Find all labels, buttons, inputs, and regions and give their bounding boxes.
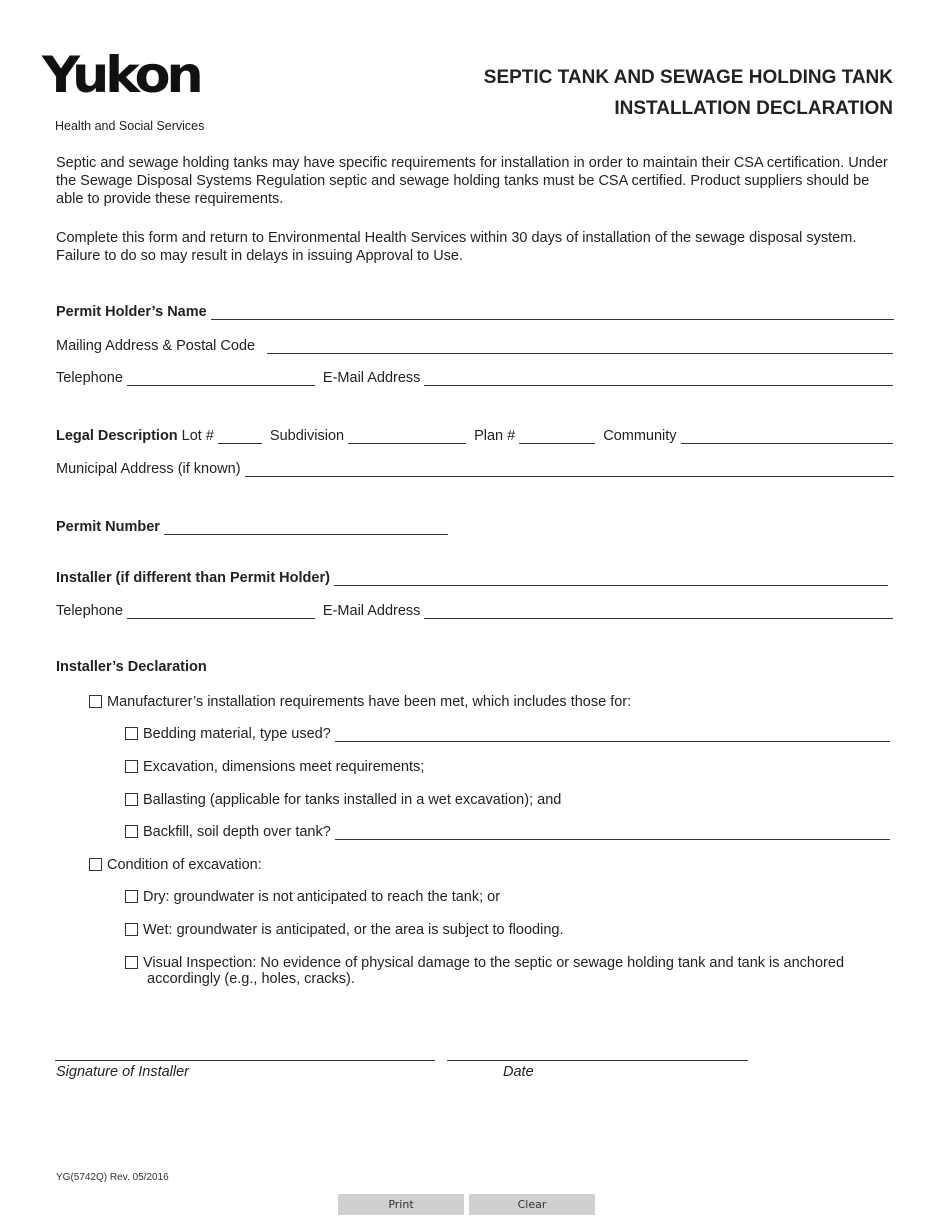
- visual-inspection-item: [125, 953, 844, 971]
- form-title-line2: INSTALLATION DECLARATION: [614, 98, 893, 119]
- visual-inspection-checkbox[interactable]: [125, 956, 138, 969]
- bedding-item: [125, 724, 890, 742]
- backfill-label: Backfill, soil depth over tank?: [143, 824, 331, 840]
- clear-button[interactable]: Clear: [469, 1194, 595, 1215]
- date-line[interactable]: [447, 1060, 748, 1061]
- date-label: Date: [503, 1064, 534, 1080]
- community-input[interactable]: [681, 430, 893, 444]
- installer-label: Installer (if different than Permit Holder): [56, 570, 330, 586]
- wet-item: [125, 920, 563, 938]
- mailing-address-input[interactable]: [267, 340, 893, 354]
- manufacturer-label: Manufacturer’s installation requirements have been met, which includes those for:: [107, 694, 632, 710]
- legal-description-label: Legal Description: [56, 428, 178, 444]
- contact-row: [56, 368, 893, 386]
- signature-line[interactable]: [55, 1060, 435, 1061]
- yukon-logo: Yukon: [42, 46, 200, 104]
- ballasting-item: [125, 790, 561, 808]
- legal-description-row: [56, 426, 893, 444]
- backfill-input[interactable]: [335, 826, 890, 840]
- telephone-label: Telephone: [56, 370, 123, 386]
- backfill-checkbox[interactable]: [125, 825, 138, 838]
- permit-holder-label: Permit Holder’s Name: [56, 304, 207, 320]
- municipal-address-row: [56, 459, 894, 477]
- subdivision-input[interactable]: [348, 430, 466, 444]
- telephone-input[interactable]: [127, 372, 315, 386]
- signature-label: Signature of Installer: [56, 1064, 189, 1080]
- lot-input[interactable]: [218, 430, 262, 444]
- community-label: Community: [603, 428, 677, 444]
- installer-email-input[interactable]: [424, 605, 893, 619]
- manufacturer-checkbox[interactable]: [89, 695, 102, 708]
- lot-label: Lot #: [181, 428, 214, 444]
- dry-item: [125, 887, 500, 905]
- municipal-address-input[interactable]: [245, 463, 894, 477]
- mailing-address-row: [56, 336, 893, 354]
- permit-holder-row: [56, 302, 894, 320]
- ballasting-checkbox[interactable]: [125, 793, 138, 806]
- department-name: Health and Social Services: [55, 119, 205, 133]
- dry-label: Dry: groundwater is not anticipated to reach the tank; or: [143, 889, 501, 905]
- print-button[interactable]: Print: [338, 1194, 464, 1215]
- intro-paragraph-1: Septic and sewage holding tanks may have specific requirements for installation in order to maintain their CSA certification. Under the Sewage Disposal Systems Regulation septic and sewage holding tanks must be CSA certified. Product suppliers should be able to provide these requirements.: [56, 155, 888, 207]
- form-id: YG(5742Q) Rev. 05/2016: [56, 1172, 169, 1183]
- installer-contact-row: [56, 601, 893, 619]
- dry-checkbox[interactable]: [125, 890, 138, 903]
- condition-label: Condition of excavation:: [107, 857, 262, 873]
- visual-inspection-label: Visual Inspection: No evidence of physical damage to the septic or sewage holding tank and tank is anchored: [143, 955, 845, 971]
- permit-number-row: [56, 517, 456, 535]
- condition-checkbox[interactable]: [89, 858, 102, 871]
- plan-input[interactable]: [519, 430, 595, 444]
- municipal-address-label: Municipal Address (if known): [56, 461, 241, 477]
- bedding-input[interactable]: [335, 728, 890, 742]
- form-title-line1: SEPTIC TANK AND SEWAGE HOLDING TANK: [483, 67, 893, 88]
- manufacturer-requirements-item: [89, 692, 631, 710]
- plan-label: Plan #: [474, 428, 516, 444]
- mailing-address-label: Mailing Address & Postal Code: [56, 338, 256, 354]
- intro-paragraph-2: Complete this form and return to Environmental Health Services within 30 days of installation of the sewage disposal system. Failure to do so may result in delays in issuing Approval to Use.: [56, 230, 857, 264]
- telephone-label-2: Telephone: [56, 603, 123, 619]
- email-input[interactable]: [424, 372, 893, 386]
- visual-inspection-label-cont: accordingly (e.g., holes, cracks).: [147, 971, 355, 987]
- backfill-item: [125, 822, 890, 840]
- bedding-checkbox[interactable]: [125, 727, 138, 740]
- condition-item: [89, 855, 262, 873]
- wet-label: Wet: groundwater is anticipated, or the area is subject to flooding.: [143, 922, 564, 938]
- installer-row: [56, 568, 888, 586]
- excavation-checkbox[interactable]: [125, 760, 138, 773]
- excavation-item: [125, 757, 424, 775]
- permit-number-input[interactable]: [164, 521, 448, 535]
- permit-number-label: Permit Number: [56, 519, 160, 535]
- email-label-2: E-Mail Address: [322, 603, 421, 619]
- permit-holder-input[interactable]: [211, 306, 894, 320]
- installer-input[interactable]: [334, 572, 888, 586]
- excavation-label: Excavation, dimensions meet requirements;: [143, 759, 425, 775]
- installer-telephone-input[interactable]: [127, 605, 315, 619]
- bedding-label: Bedding material, type used?: [143, 726, 331, 742]
- email-label: E-Mail Address: [322, 370, 421, 386]
- ballasting-label: Ballasting (applicable for tanks installed in a wet excavation); and: [143, 792, 562, 808]
- wet-checkbox[interactable]: [125, 923, 138, 936]
- declaration-heading: Installer’s Declaration: [56, 659, 207, 675]
- subdivision-label: Subdivision: [269, 428, 345, 444]
